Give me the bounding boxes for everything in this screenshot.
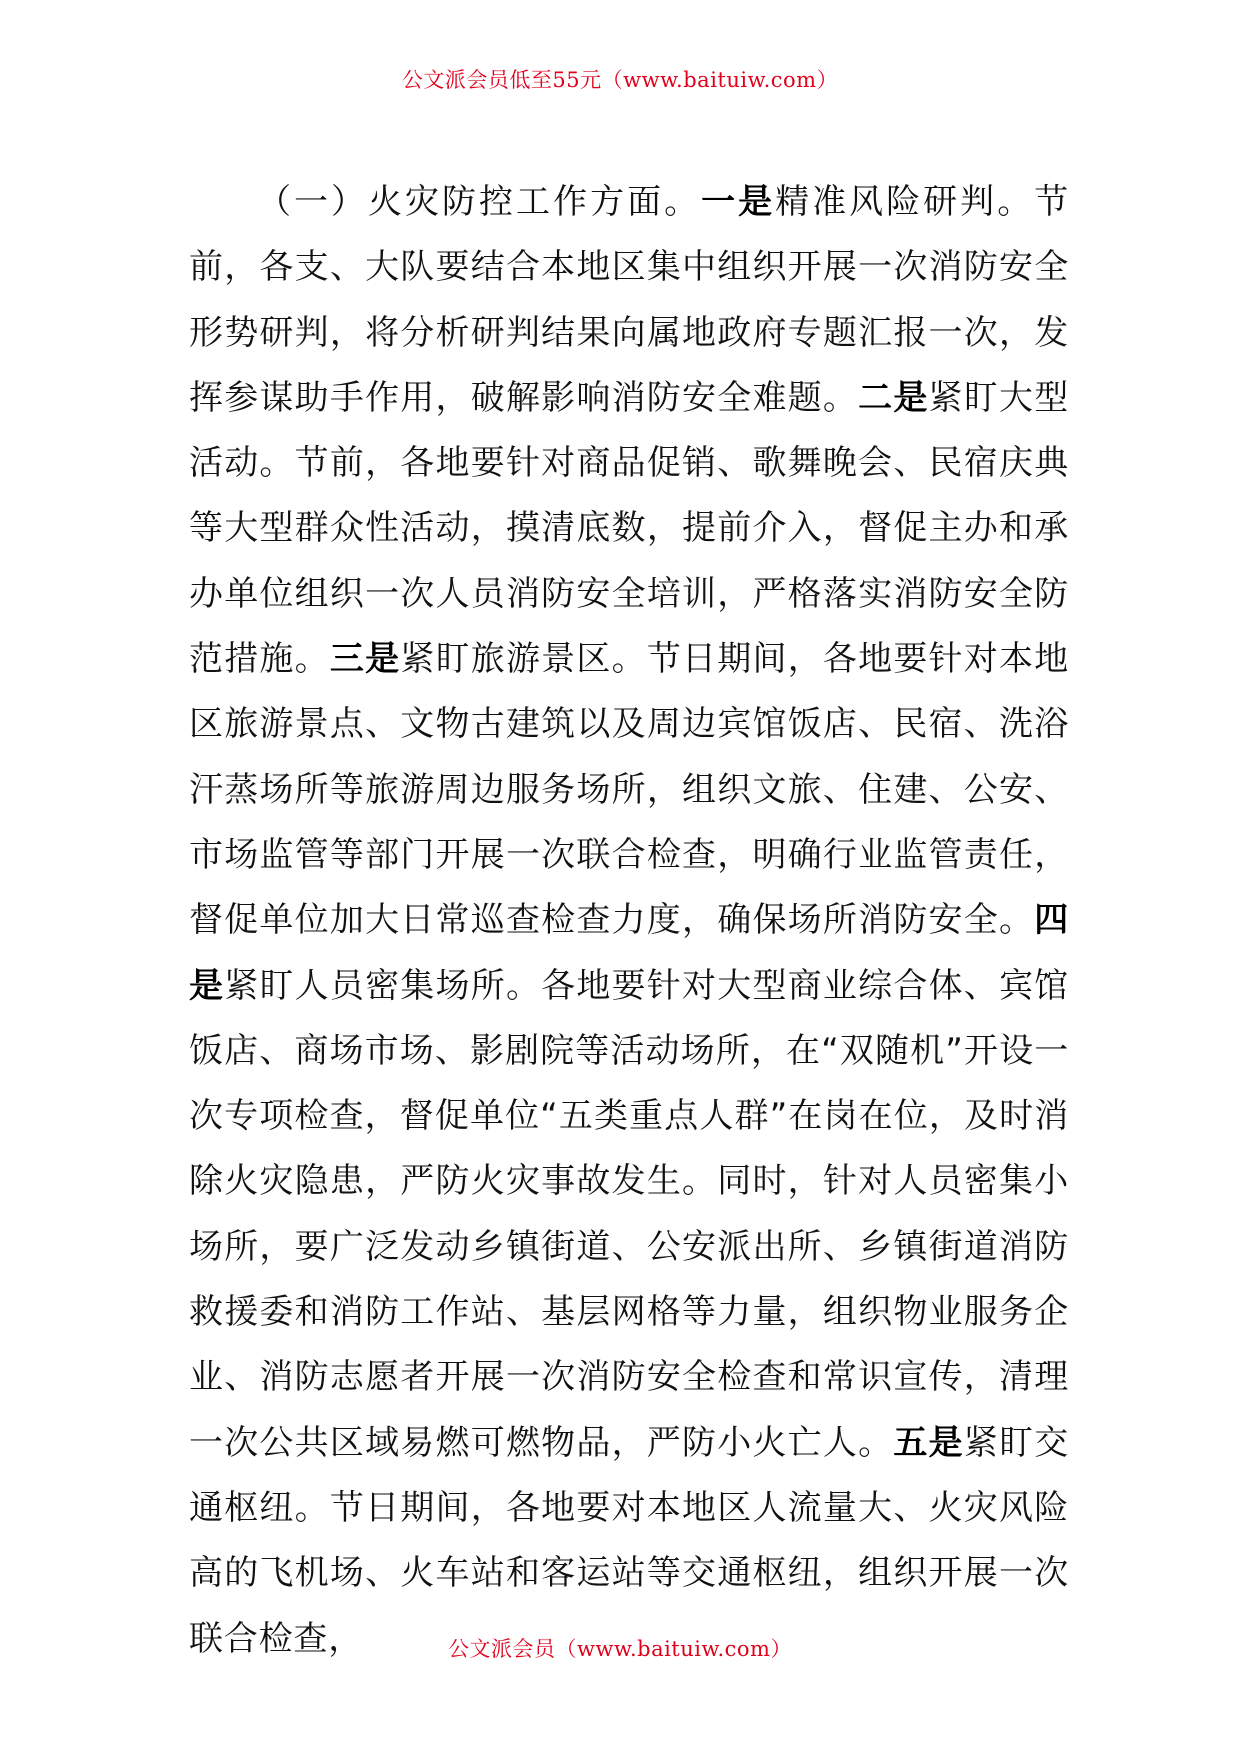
- item-text: 紧盯人员密集场所。各地要针对大型商业综合体、宾馆饭店、商场市场、影剧院等活动场所，在“双随机”开设一次专项检查，督促单位“五类重点人群”在岗在位，及时消除火灾隐患，严防火灾事故发生。同时，针对人员密集小场所，要广泛发动乡镇街道、公安派出所、乡镇街道消防救援委和消防工作站、基层网格等力量，组织物业服务企业、消防志愿者开展一次消防安全检查和常识宣传，清理一次公共区域易燃可燃物品，严防小火亡人。: [189, 965, 1069, 1463]
- item-label: 五是: [893, 1422, 964, 1463]
- body-paragraph: [189, 170, 1069, 1672]
- item-label: 二是: [858, 377, 929, 418]
- item-text: 精准风险研判。节前，各支、大队要结合本地区集中组织开展一次消防安全形势研判，将分析研判结果向属地政府专题汇报一次，发挥参谋助手作用，破解影响消防安全难题。: [189, 182, 1069, 418]
- item-text: 紧盯旅游景区。节日期间，各地要针对本地区旅游景点、文物古建筑以及周边宾馆饭店、民宿、洗浴汗蒸场所等旅游周边服务场所，组织文旅、住建、公安、市场监管等部门开展一次联合检查，明确行业监管责任，督促单位加大日常巡查检查力度，确保场所消防安全。: [189, 639, 1069, 941]
- item-label: 三是: [329, 639, 401, 680]
- footer-watermark: 公文派会员（www.baituiw.com）: [448, 1637, 792, 1661]
- header-watermark: 公文派会员低至55元（www.baituiw.com）: [401, 68, 839, 92]
- item-label: 一是: [701, 182, 776, 222]
- section-heading: （一）火灾防控工作方面。: [257, 182, 702, 222]
- item-text: 紧盯大型活动。节前，各地要针对商品促销、歌舞晚会、民宿庆典等大型群众性活动，摸清底数，提前介入，督促主办和承办单位组织一次人员消防安全培训，严格落实消防安全防范措施。: [189, 377, 1069, 680]
- item-text: 紧盯交通枢纽。节日期间，各地要对本地区人流量大、火灾风险高的飞机场、火车站和客运站等交通枢纽，组织开展一次联合检查，: [189, 1422, 1069, 1659]
- item-label: 四是: [189, 900, 1069, 1006]
